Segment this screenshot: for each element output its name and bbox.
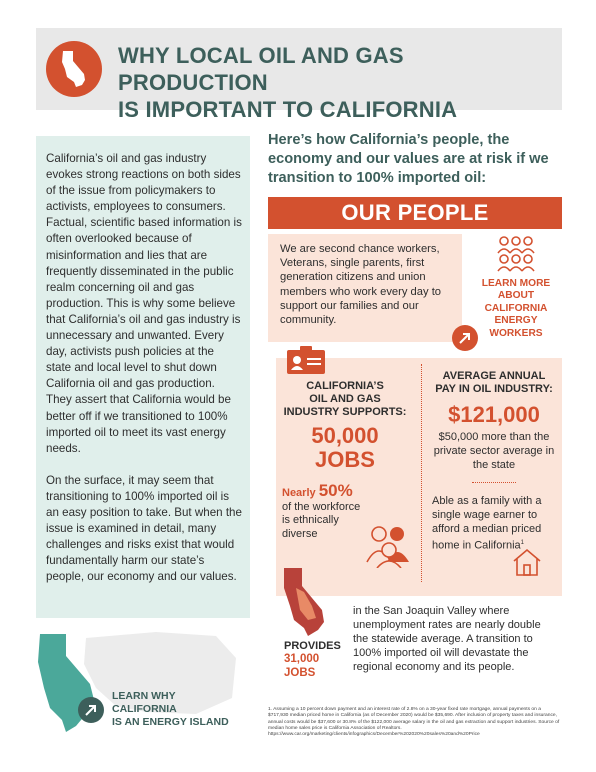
diversity-stat: Nearly 50% of the workforce is ethnically diverse: [282, 481, 361, 540]
intro-panel: [36, 136, 250, 618]
california-icon: [46, 41, 102, 97]
dotted-divider: [421, 364, 422, 582]
arrow-link-icon: [78, 697, 104, 723]
page-title: [118, 42, 548, 123]
people-group-icon: [496, 235, 536, 273]
title-line-1: WHY LOCAL OIL AND GAS PRODUCTION: [118, 43, 404, 95]
family-home-note: Able as a family with a single wage earner to afford a median priced home in California$^1$: [432, 495, 542, 552]
footnote: 1. Assuming a 10 percent down payment and an interest rate of 2.8% on a 30-year fixed rate mortgage, annual payments on a $717,930 median priced home in California (as of December 2020) would be $35,690. After inclusion of property taxes and insurance, annual costs would be $37,600 or 30.8% of the $122,000 average salary in the oil and gas extraction and support industries. Source of median home sales price is California Association of Realtors. https://www.car.org/marketing/clients/infographics/December%202020%20sales%20and%20Price: [268, 707, 560, 738]
learn-more-energy-workers-link[interactable]: LEARN MORE ABOUT CALIFORNIA ENERGY WORKERS: [481, 278, 551, 339]
id-card-icon: [286, 346, 326, 376]
header-banner: [36, 28, 562, 122]
san-joaquin-note: in the San Joaquin Valley where unemployment rates are nearly double the statewide average. A transition to 100% imported oil will devastate the regional economy and its people.: [353, 605, 541, 673]
arrow-link-icon[interactable]: [452, 325, 478, 351]
diverse-people-icon: [365, 524, 413, 568]
section-title: OUR PEOPLE: [268, 197, 562, 229]
provides-jobs-stat: PROVIDES 31,000 JOBS: [284, 640, 341, 679]
supports-label: CALIFORNIA’S OIL AND GAS INDUSTRY SUPPORTS:: [283, 380, 407, 419]
avg-pay-label: AVERAGE ANNUAL PAY IN OIL INDUSTRY:: [435, 370, 553, 396]
intro-paragraph-1: California’s oil and gas industry evokes strong reactions on both sides of the issue from policymakers to activists, employees to consumers. Factual, scientific based information is often overlooked because of misinformation and lies that are frequently disseminated in the public realm concerning oil and gas production. This is why some believe that California’s oil and gas industry is unnecessary and unwanted. Every day, activists push policies at the state and local level to shut down California oil and gas production. They assert that California would be better off if we transitioned to 100% imported oil to meet its vast energy needs.: [46, 152, 242, 455]
jobs-supported-value: 50,000 JOBS: [311, 423, 379, 472]
avg-pay-value: $121,000: [448, 402, 540, 427]
learn-why-label: LEARN WHY CALIFORNIA IS AN ENERGY ISLAND: [112, 690, 229, 728]
people-description: We are second chance workers, Veterans, single parents, first generation citizens and union members who work every day to support our families and our community.: [268, 234, 462, 342]
title-line-2: IS IMPORTANT TO CALIFORNIA: [118, 97, 458, 122]
pay-comparison-note: $50,000 more than the private sector average in the state: [433, 431, 555, 471]
dotted-divider: [472, 482, 516, 483]
learn-why-link[interactable]: [78, 690, 238, 729]
san-joaquin-valley-map-icon: [282, 566, 330, 638]
house-icon: [512, 548, 542, 576]
lead-heading: Here’s how California’s people, the economy and our values are at risk if we transition to 100% imported oil:: [268, 132, 549, 186]
intro-paragraph-2: On the surface, it may seem that transitioning to 100% imported oil is an easy position to take. But when the issue is examined in detail, many challenges and risks exist that would fundamentally harm our state’s people, our economy and our values.: [46, 473, 242, 584]
